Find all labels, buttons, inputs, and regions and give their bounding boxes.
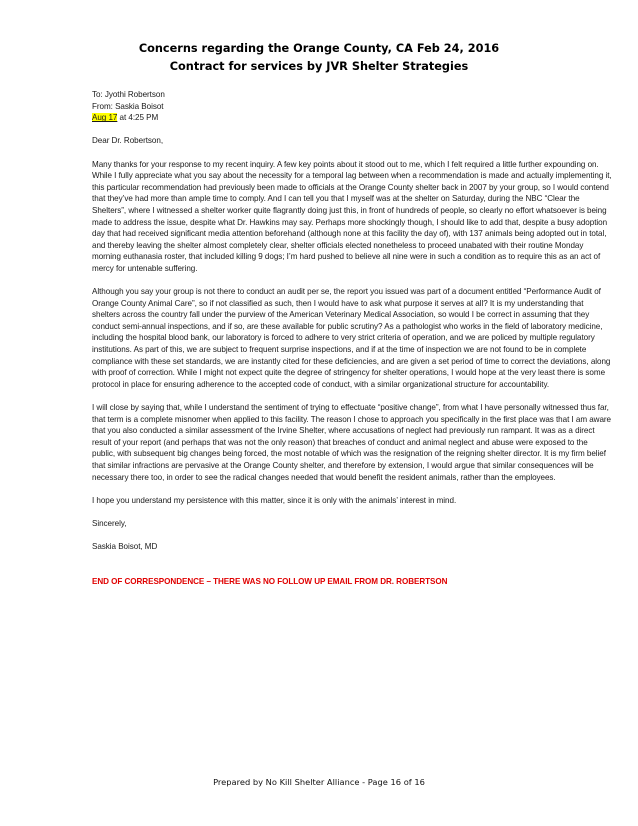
closing: Sincerely,: [92, 518, 127, 528]
from-line: From: Saskia Boisot: [92, 101, 164, 111]
email-header: [92, 89, 612, 124]
end-of-correspondence-notice: END OF CORRESPONDENCE – THERE WAS NO FOLLOW UP EMAIL FROM DR. ROBERTSON: [92, 576, 448, 586]
paragraph-3: I will close by saying that, while I understand the sentiment of trying to effectuate “positive change”, from what I have personally witnessed thus far, that term is a complete misnomer when applied to this facility. The reason I chose to approach you specifically in the first place was that I am aware that you also conducted a similar assessment of the Irvine Shelter, where accusations of neglect had previously run rampant. It was as a direct result of your report (and perhaps that was not the only reason) that breaches of conduct and animal neglect and abuse were exposed to the public, with subsequent big changes being forced, the most notable of which was the resignation of the reigning shelter director. It is my firm belief that similar infractions are pervasive at the Orange County shelter, and therefore by extension, I would argue that similar consequences will be necessary there too, in order to see the radical changes needed that would benefit the resident animals, rather than the employees.: [92, 403, 611, 482]
letter-body: [92, 89, 612, 599]
document-title: [0, 40, 638, 76]
page-footer: Prepared by No Kill Shelter Alliance - Page 16 of 16: [213, 777, 425, 787]
title-line-1: Concerns regarding the Orange County, CA Feb 24, 2016: [138, 42, 500, 55]
date-highlight: Aug 17: [92, 113, 118, 123]
time-text: at 4:25 PM: [117, 113, 159, 123]
title-line-2: Contract for services by JVR Shelter Strategies: [169, 60, 469, 73]
paragraph-4: I hope you understand my persistence with this matter, since it is only with the animals’ interest in mind.: [92, 495, 457, 505]
paragraph-1: Many thanks for your response to my recent inquiry. A few key points about it stood out to me, which I felt required a little further expounding on. While I fully appreciate what you say about the necessity for a temporal lag between when a recommendation is made and actually implementing it, this particular recommendation had previously been made to officials at the Orange County shelter back in 2007 by your group, so I would contend that they’ve had more than ample time to comply. And I can tell you that I myself was at the shelter on Saturday, during the NBC “Clear the Shelters”, where I witnessed a shelter worker quite flagrantly doing just this, in front of hundreds of people, so clearly no effort whatsoever is being made to address the issue, despite what Dr. Hawkins may say. Perhaps more shockingly though, I should like to add that, despite a busy adoption day that had received significant media attention beforehand (although none at this facility the day of), with 137 animals being adopted out in total, and thereby leaving the shelter almost completely clear, shelter officials elected nonetheless to proceed unabated with their routine Monday morning euthanasia roster, that included killing 9 dogs; I’m hard pushed to believe all nine were in such a condition as to require this as an act of mercy for untenable suffering.: [92, 159, 612, 273]
to-line: To: Jyothi Robertson: [92, 90, 165, 99]
date-line: [92, 112, 612, 124]
paragraph-2: Although you say your group is not there to conduct an audit per se, the report you issued was part of a document entitled “Performance Audit of Orange County Animal Care”, so if not classified as such, then I would have to ask what purpose it serves at all? It is my understanding that shelters across the country fall under the purview of the American Veterinary Medical Association, so would I be correct in assuming that they conduct semi-annual inspections, and if so, are these available for public scrutiny? As a pathologist who works in the field of laboratory medicine, including the hospital blood bank, our laboratory is forced to adhere to very strict criteria of operation, and we are policed by multiple regulatory institutions. As part of this, we are subject to frequent surprise inspections, and if at the time of inspection we are not found to be in complete compliance with these set standards, we are instantly cited for these deficiencies, and are given a set period of time to correct the deviations, along with proof of correction. While I might not expect quite the degree of stringency for shelter operations, I would hope at the very least there is some protocol in place for ensuring adherence to the accepted code of conduct, with a similar organizational structure for accountability.: [92, 287, 611, 389]
signature: Saskia Boisot, MD: [92, 542, 158, 552]
salutation: Dear Dr. Robertson,: [92, 136, 164, 146]
